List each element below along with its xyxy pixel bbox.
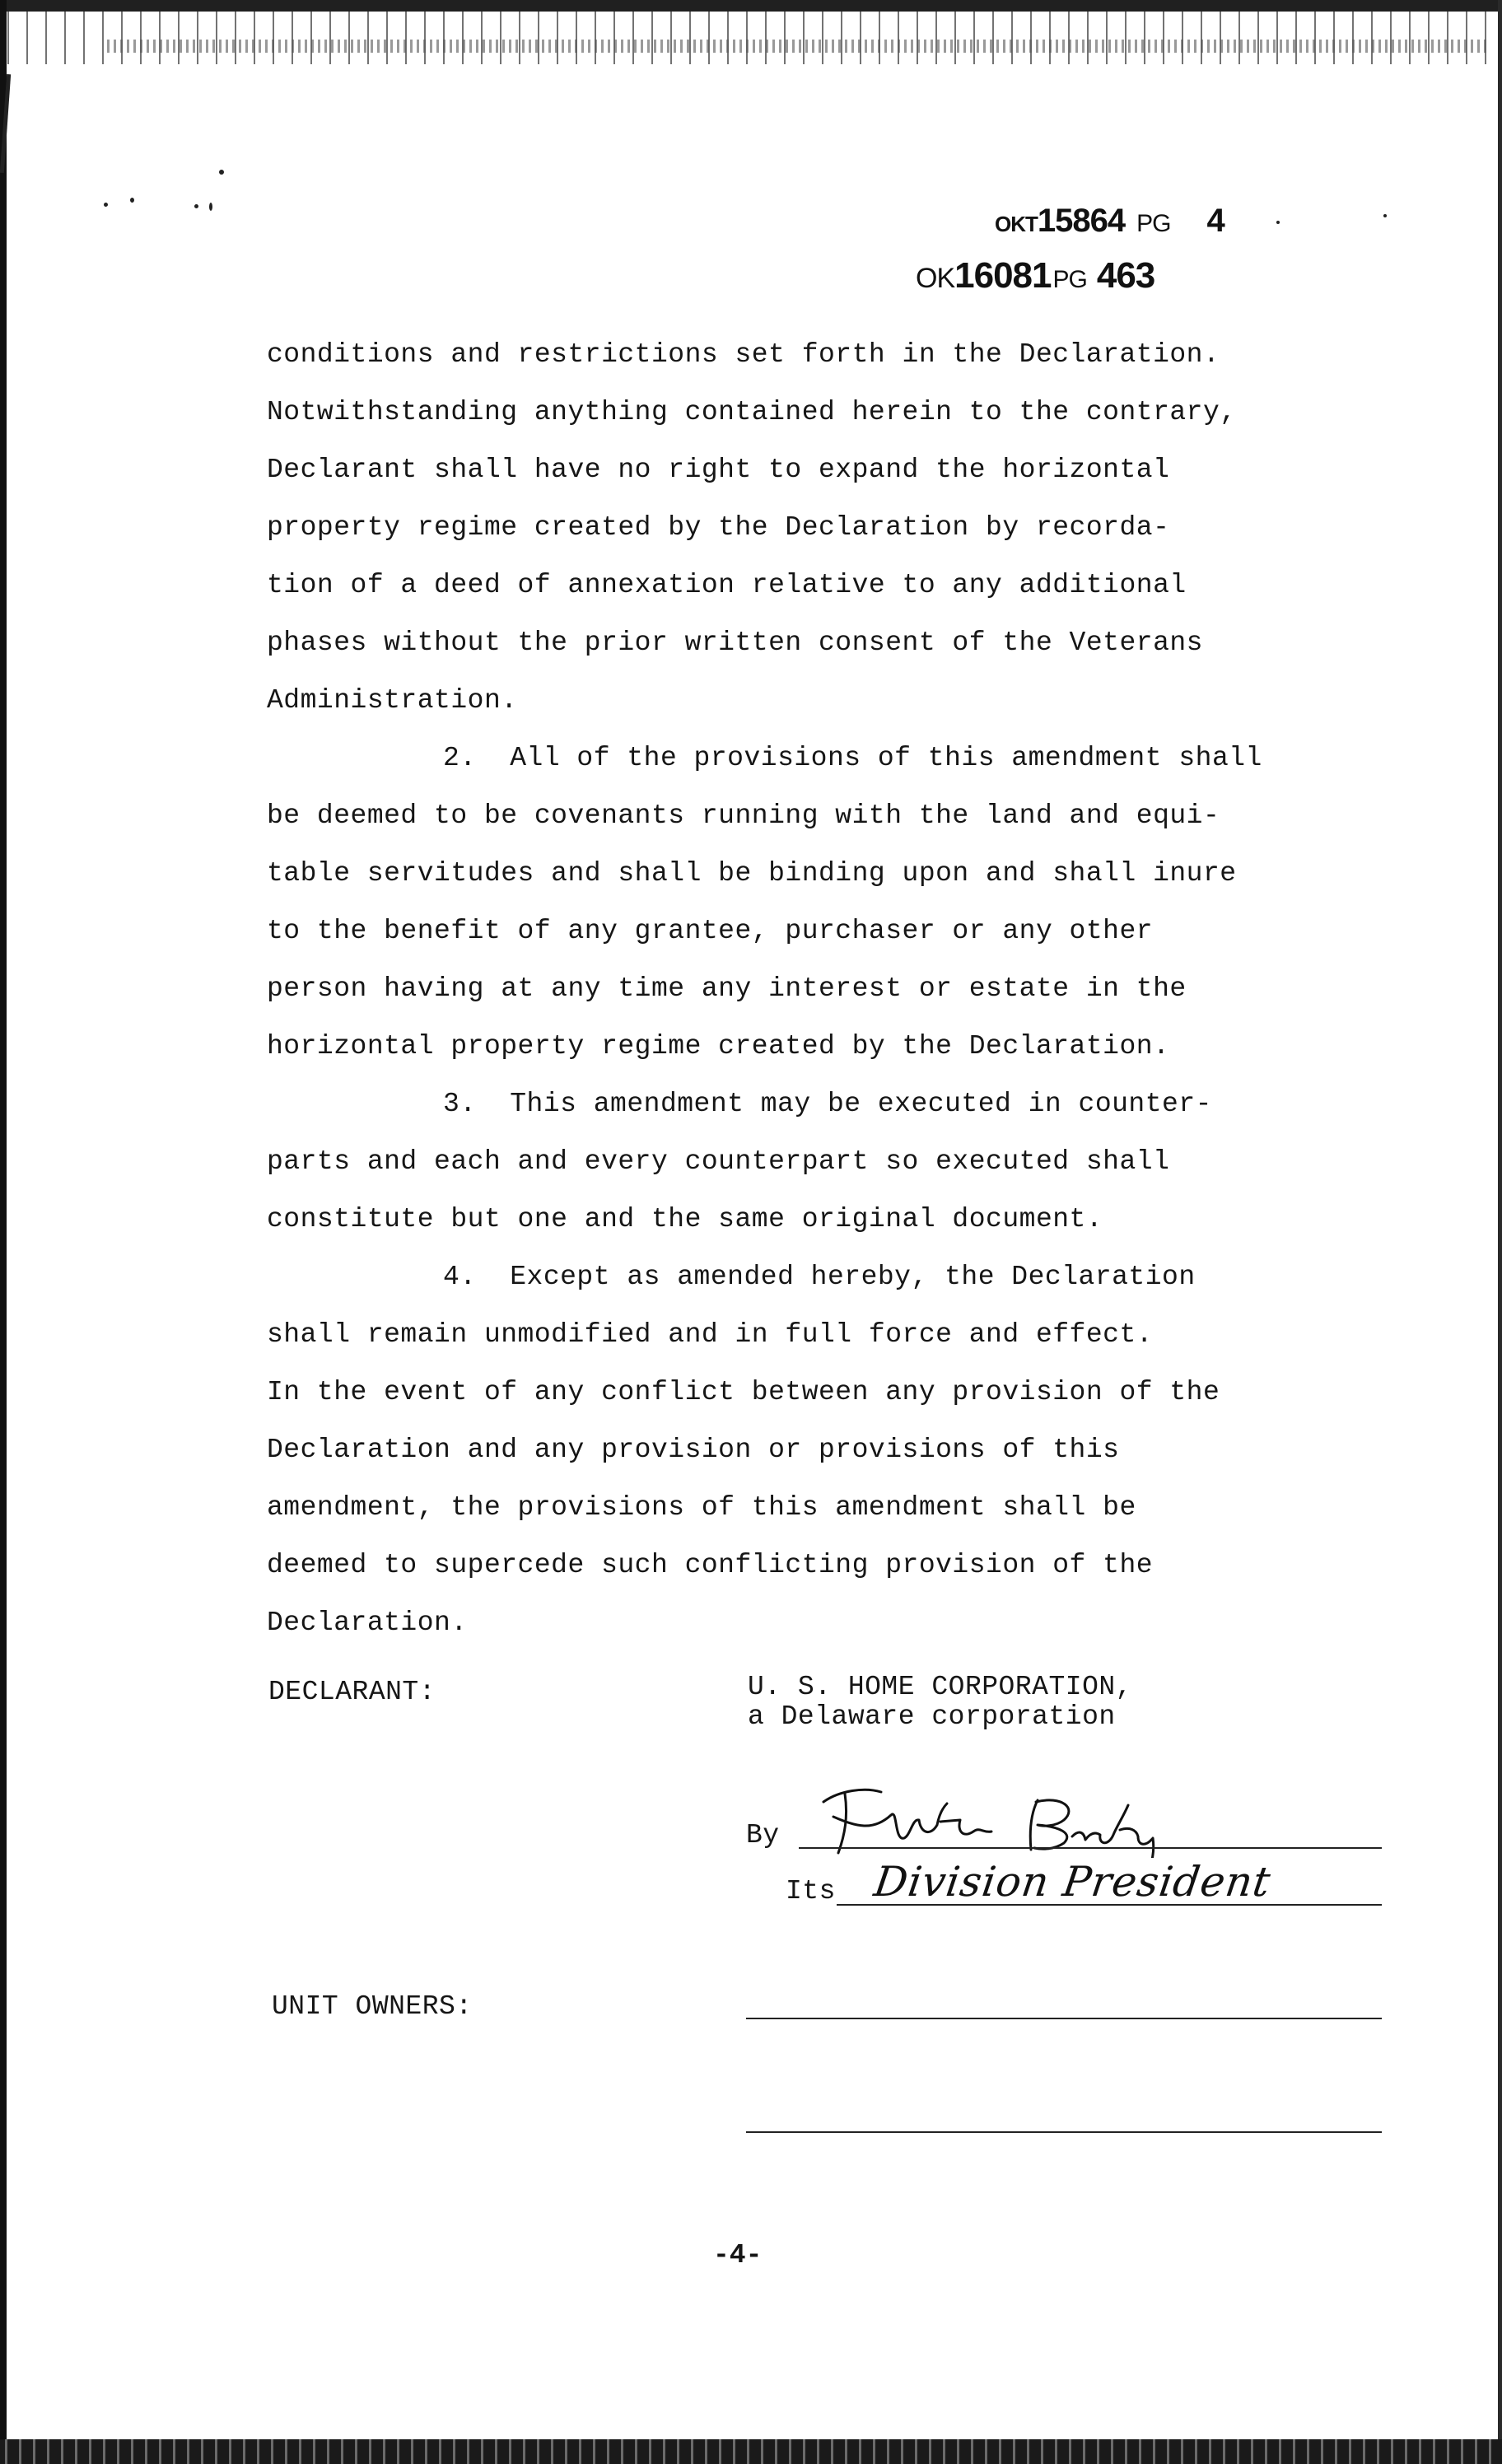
stamp-1-page: 4: [1206, 203, 1224, 239]
corporation-description: a Delaware corporation: [748, 1701, 1116, 1732]
body-line: amendment, the provisions of this amendment shall be: [267, 1492, 1136, 1523]
page-number: -4-: [713, 2240, 763, 2270]
body-line: to the benefit of any grantee, purchaser or any other: [267, 916, 1154, 946]
scan-speck: [219, 170, 224, 175]
body-line: Declarant shall have no right to expand the horizontal: [267, 455, 1170, 485]
body-line: In the event of any conflict between any provision of the: [267, 1377, 1220, 1407]
scan-right-edge: [1498, 0, 1502, 2464]
body-line: Administration.: [267, 685, 518, 716]
body-line: person having at any time any interest or estate in the: [267, 973, 1187, 1004]
body-line: parts and each and every counterpart so executed shall: [267, 1146, 1170, 1177]
stamp-1-pg: PG: [1136, 210, 1171, 237]
stamp-2-pg: PG: [1052, 266, 1087, 293]
body-line: Declaration and any provision or provisions of this: [267, 1435, 1120, 1465]
stamp-1-number: 15864: [1037, 203, 1126, 239]
body-line: shall remain unmodified and in full force and effect.: [267, 1319, 1154, 1350]
stamp-2-prefix: OK: [916, 263, 955, 294]
paragraph-2-start: 2. All of the provisions of this amendment shall: [443, 743, 1262, 773]
body-line: deemed to supercede such conflicting provision of the: [267, 1550, 1154, 1580]
unit-owner-signature-line: [746, 2018, 1382, 2019]
stamp-2-number: 16081: [954, 255, 1052, 296]
body-line: Notwithstanding anything contained herein to the contrary,: [267, 397, 1237, 427]
by-label: By: [746, 1820, 780, 1850]
body-line: be deemed to be covenants running with the land and equi-: [267, 800, 1220, 831]
body-line: property regime created by the Declaration by recorda-: [267, 512, 1170, 543]
corporation-name: U. S. HOME CORPORATION,: [748, 1672, 1132, 1702]
book-page-stamp-1: [995, 203, 1224, 240]
scan-speck: [194, 204, 198, 208]
book-page-stamp-2: [916, 255, 1154, 296]
body-line: Declaration.: [267, 1608, 468, 1638]
paragraph-3-start: 3. This amendment may be executed in counter-: [443, 1089, 1212, 1119]
body-text: [267, 326, 1378, 1652]
unit-owners-label: UNIT OWNERS:: [272, 1991, 473, 2022]
scan-speck: [104, 203, 108, 207]
scan-speck: [1383, 214, 1387, 217]
stamp-1-prefix: OKT: [995, 212, 1038, 236]
body-line: conditions and restrictions set forth in the Declaration.: [267, 339, 1220, 370]
scan-speck: [209, 203, 212, 211]
body-line: horizontal property regime created by the Declaration.: [267, 1031, 1170, 1062]
by-signature-line: [799, 1847, 1382, 1849]
scan-top-dots: [107, 40, 1490, 53]
scan-speck: [130, 198, 134, 203]
body-line: tion of a deed of annexation relative to any additional: [267, 570, 1187, 600]
unit-owner-signature-line: [746, 2131, 1382, 2133]
scan-left-edge: [0, 0, 7, 2464]
body-line: constitute but one and the same original document.: [267, 1204, 1103, 1234]
its-signature-line: [837, 1904, 1382, 1906]
scan-top-band: [0, 0, 1502, 12]
body-line: phases without the prior written consent of the Veterans: [267, 628, 1203, 658]
stamp-2-page: 463: [1096, 255, 1155, 296]
paragraph-4-start: 4. Except as amended hereby, the Declaration: [443, 1262, 1196, 1292]
scan-bottom-edge: [0, 2439, 1502, 2464]
handwritten-title: Division President: [870, 1858, 1274, 1906]
scan-speck: [1276, 221, 1280, 224]
declarant-label: DECLARANT:: [268, 1677, 436, 1707]
its-label: Its: [786, 1876, 836, 1906]
body-line: table servitudes and shall be binding upon and shall inure: [267, 858, 1237, 889]
